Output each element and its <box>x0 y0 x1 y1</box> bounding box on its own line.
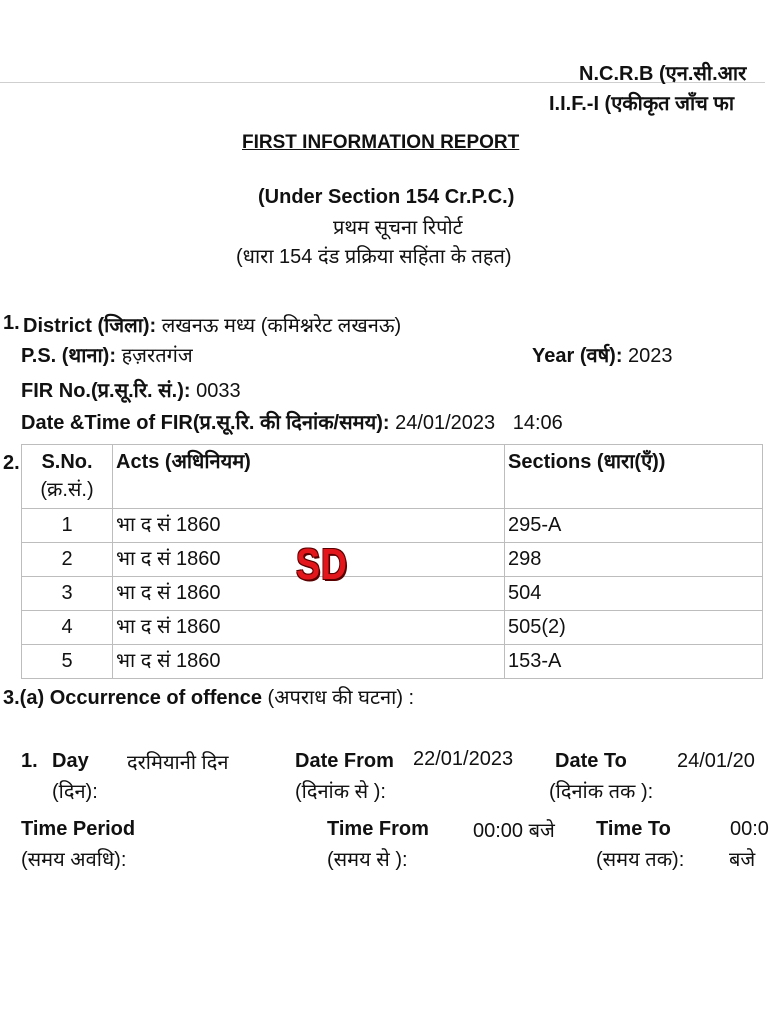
ps-label: P.S. (थाना): <box>21 345 116 367</box>
fir-value: 0033 <box>196 380 241 402</box>
row-section: 504 <box>505 577 763 611</box>
section3-title: Occurrence of offence <box>49 687 262 709</box>
time-to-label-hi: (समय तक): <box>596 849 685 871</box>
row-act: भा द सं 1860 <box>113 645 505 679</box>
ps-value: हज़रतगंज <box>121 345 193 367</box>
row-section: 295-A <box>505 509 763 543</box>
date-from-value: 22/01/2023 <box>413 748 514 770</box>
fir-datetime-row <box>21 408 563 435</box>
date-from-label-hi: (दिनांक से ): <box>295 781 386 803</box>
district-value: लखनऊ मध्य (कमिश्नरेट लखनऊ) <box>161 315 402 337</box>
year-value: 2023 <box>628 345 673 367</box>
table-row <box>22 645 763 679</box>
section2-number: 2. <box>3 452 20 474</box>
district-label: District (जिला): <box>23 315 157 337</box>
time-period-label: Time Period <box>21 818 136 840</box>
acts-table <box>21 444 763 679</box>
subtitle-line2: प्रथम सूचना रिपोर्ट <box>333 217 463 239</box>
year-label: Year (वर्ष): <box>532 345 623 367</box>
ncrb-header: N.C.R.B (एन.सी.आर <box>579 63 747 85</box>
sno-header-label: S.No. <box>41 451 93 473</box>
time-to-value-suffix: बजे <box>729 849 756 871</box>
date-to-label: Date To <box>555 750 627 772</box>
occurrence-item-number: 1. <box>21 750 38 772</box>
row-act: भा द सं 1860 <box>113 543 505 577</box>
section3-title-hi: (अपराध की घटना) : <box>267 687 415 709</box>
row-sno: 1 <box>22 509 113 543</box>
table-row <box>22 543 763 577</box>
section1-number: 1. <box>3 312 20 334</box>
table-row <box>22 611 763 645</box>
report-title: FIRST INFORMATION REPORT <box>242 132 520 153</box>
sno-header <box>22 445 113 509</box>
day-label: Day <box>52 750 89 772</box>
fir-label: FIR No.(प्र.सू.रि. सं.): <box>21 380 191 402</box>
fir-date-value: 24/01/2023 <box>395 412 496 434</box>
section3-heading <box>3 683 414 710</box>
fir-row <box>21 376 241 403</box>
row-act: भा द सं 1860 <box>113 611 505 645</box>
section3-number: 3.(a) <box>3 687 45 709</box>
ps-row <box>21 341 193 368</box>
day-value: दरमियानी दिन <box>127 752 229 774</box>
date-from-label: Date From <box>295 750 394 772</box>
time-to-value: 00:0 <box>730 818 769 840</box>
table-row <box>22 509 763 543</box>
acts-table-header <box>22 445 763 509</box>
row-sno: 4 <box>22 611 113 645</box>
district-row <box>23 311 401 338</box>
row-sno: 3 <box>22 577 113 611</box>
subtitle-line1: (Under Section 154 Cr.P.C.) <box>258 186 515 208</box>
sections-header: Sections (धारा(एँ)) <box>505 445 763 509</box>
row-sno: 2 <box>22 543 113 577</box>
time-period-label-hi: (समय अवधि): <box>21 849 127 871</box>
sno-header-label-hi: (क्र.सं.) <box>40 479 94 501</box>
row-sno: 5 <box>22 645 113 679</box>
sd-stamp: SD <box>296 540 348 589</box>
fir-time-value: 14:06 <box>512 412 563 434</box>
table-row <box>22 577 763 611</box>
acts-header: Acts (अधिनियम) <box>113 445 505 509</box>
row-section: 505(2) <box>505 611 763 645</box>
fir-datetime-label: Date &Time of FIR(प्र.सू.रि. की दिनांक/समय): <box>21 412 390 434</box>
row-act: भा द सं 1860 <box>113 577 505 611</box>
date-to-value: 24/01/20 <box>677 750 755 772</box>
date-to-label-hi: (दिनांक तक ): <box>549 781 654 803</box>
time-to-label: Time To <box>596 818 671 840</box>
year-row <box>532 341 673 368</box>
row-section: 153-A <box>505 645 763 679</box>
row-section: 298 <box>505 543 763 577</box>
time-from-label: Time From <box>327 818 429 840</box>
time-from-label-hi: (समय से ): <box>327 849 408 871</box>
time-from-value: 00:00 बजे <box>473 820 555 842</box>
iif-header: I.I.F.-I (एकीकृत जाँच फा <box>549 93 735 115</box>
day-label-hi: (दिन): <box>52 781 98 803</box>
subtitle-line3: (धारा 154 दंड प्रक्रिया सहिंता के तहत) <box>236 246 512 268</box>
row-act: भा द सं 1860 <box>113 509 505 543</box>
